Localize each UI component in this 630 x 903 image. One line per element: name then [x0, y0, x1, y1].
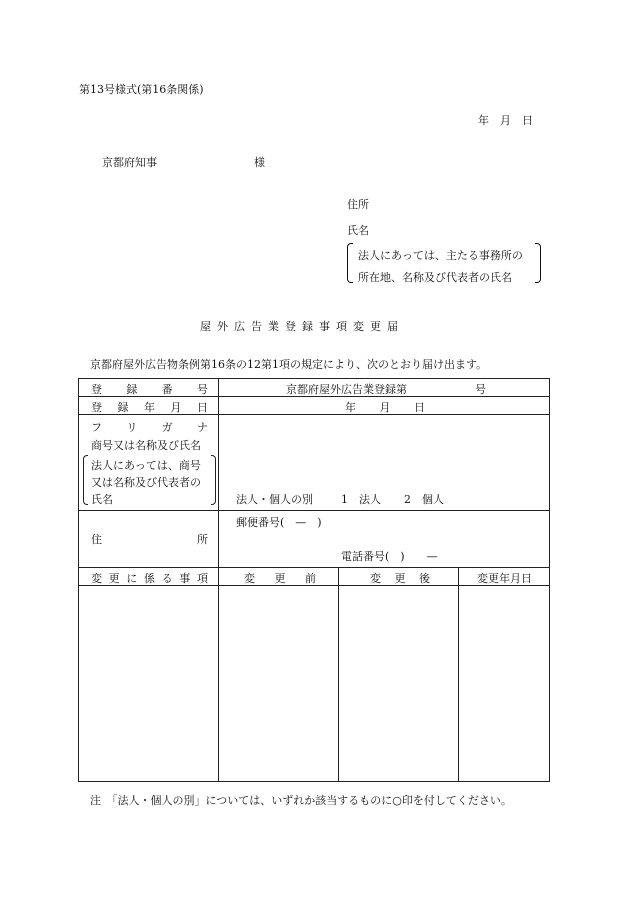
corp-note-line1: 法人にあっては、商号 — [91, 459, 201, 472]
corporate-note-line2: 所在地、名称及び代表者の氏名 — [358, 271, 512, 284]
corp-note-line3: 氏名 — [91, 493, 113, 506]
addressee: 京都府知事 — [102, 156, 157, 169]
reg-date-label: 登 録 年 月 日 — [91, 401, 208, 414]
divider — [218, 567, 219, 782]
phone-number-field[interactable]: 電話番号( ) — — [341, 550, 438, 563]
reg-number-label: 登 録 番 号 — [91, 383, 208, 396]
corporate-note-bracket — [347, 241, 541, 285]
col-header-change-date: 変更年月日 — [477, 572, 532, 585]
address-label: 住 所 — [91, 533, 208, 546]
divider — [79, 510, 549, 511]
divider — [338, 567, 339, 782]
col-header-after: 変 更 後 — [370, 572, 430, 585]
document-title: 屋外広告業登録事項変更届 — [200, 320, 404, 333]
reg-number-suffix: 号 — [475, 383, 486, 396]
col-header-change-item: 変 更 に 係 る 事 項 — [91, 572, 208, 585]
divider — [218, 379, 219, 567]
reg-date-value: 年 月 日 — [345, 401, 425, 414]
intro-text: 京都府屋外広告物条例第16条の12第1項の規定により、次のとおり届け出ます。 — [90, 358, 488, 371]
divider — [458, 567, 459, 782]
applicant-address-label: 住所 — [347, 198, 369, 211]
change-item-cell[interactable] — [80, 586, 217, 781]
reg-number-prefix: 京都府屋外広告業登録第 — [286, 383, 407, 396]
submission-date: 年 月 日 — [478, 114, 533, 127]
col-header-before: 変 更 前 — [244, 572, 316, 585]
after-change-cell[interactable] — [340, 586, 457, 781]
corp-type-label: 法人・個人の別 — [236, 493, 313, 506]
change-date-cell[interactable] — [460, 586, 549, 781]
honorific: 様 — [254, 156, 265, 169]
corp-type-option-corporation[interactable]: 1 法人 — [341, 493, 381, 506]
corp-note-line2: 又は名称及び代表者の — [91, 476, 201, 489]
divider — [79, 567, 549, 568]
corp-type-option-individual[interactable]: 2 個人 — [404, 493, 444, 506]
footnote: 注 「法人・個人の別」については、いずれか該当するものに○印を付してください。 — [90, 794, 512, 807]
trade-name-label: 商号又は名称及び氏名 — [91, 439, 201, 452]
applicant-name-label: 氏名 — [347, 224, 369, 237]
registration-change-table — [78, 378, 550, 782]
furigana-label: フ リ ガ ナ — [91, 421, 208, 434]
before-change-cell[interactable] — [220, 586, 337, 781]
postal-code-field[interactable]: 郵便番号( — ) — [236, 516, 322, 529]
corporate-note-line1: 法人にあっては、主たる事務所の — [358, 249, 523, 262]
form-number: 第13号様式(第16条関係) — [79, 83, 204, 96]
